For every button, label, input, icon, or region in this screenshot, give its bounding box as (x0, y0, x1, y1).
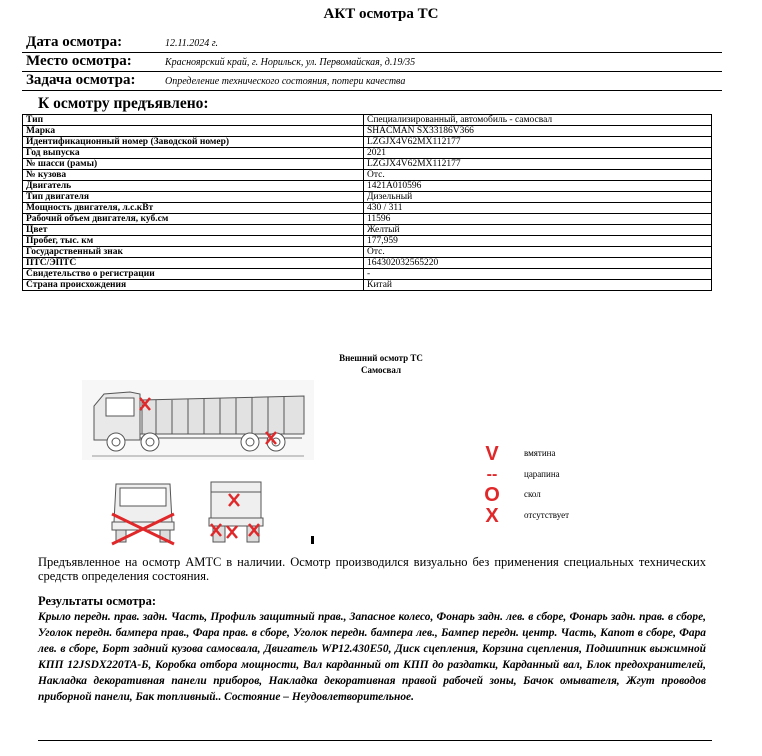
inspection-task-label: Задача осмотра: (26, 72, 136, 88)
spec-key: Государственный знак (23, 247, 364, 258)
spec-key: Тип (23, 115, 364, 126)
spec-key: Цвет (23, 225, 364, 236)
scratch-icon: -- (486, 466, 498, 483)
spec-row (23, 159, 712, 170)
inspection-date-value: 12.11.2024 г. (165, 38, 219, 49)
spec-value: LZGJX4V62MX112177 (364, 159, 712, 170)
spec-row (23, 258, 712, 269)
legend-scratch (482, 465, 612, 485)
legend-missing-label: отсутствует (524, 510, 570, 520)
legend-dent-label: вмятина (524, 448, 556, 458)
spec-key: Год выпуска (23, 148, 364, 159)
spec-key: № кузова (23, 170, 364, 181)
spec-value: SHACMAN SX33186V366 (364, 126, 712, 137)
inspection-place-label: Место осмотра: (26, 53, 132, 69)
vehicle-spec-table (22, 114, 712, 291)
inspection-place-row (22, 53, 722, 72)
bottom-divider (38, 740, 712, 741)
legend-missing (482, 506, 612, 526)
spec-value: 430 / 311 (364, 203, 712, 214)
spec-value: Отс. (364, 170, 712, 181)
document-title: АКТ осмотра ТС (323, 6, 439, 22)
spec-value: Специализированный, автомобиль - самосвал (364, 115, 712, 126)
spec-row (23, 170, 712, 181)
spec-row (23, 280, 712, 291)
inspection-place-value: Красноярский край, г. Норильск, ул. Первомайская, д.19/35 (165, 57, 416, 68)
damage-legend (482, 444, 612, 534)
spec-value: Китай (364, 280, 712, 291)
spec-value: 11596 (364, 214, 712, 225)
spec-key: Двигатель (23, 181, 364, 192)
spec-row (23, 247, 712, 258)
spec-row (23, 236, 712, 247)
spec-value: 2021 (364, 148, 712, 159)
spec-row (23, 192, 712, 203)
results-text: Крыло передн. прав. задн. Часть, Профиль защитный прав., Запасное колесо, Фонарь задн. лев. в сборе, Фонарь задн. прав. в сборе, Уголок передн. бампера прав., Фара прав. в сборе, Уголок передн. бампера лев., Бампер передн. центр. Часть, Капот в сборе, Фара лев. в сборе, Борт задний кузова самосвала, Двигатель WP12.430E50, Диск сцепления, Корзина сцепления, Подшипник выжимной КПП 12JSDX220ТА-Б, Коробка отбора мощности, Вал карданный от КПП до раздатки, Карданный вал, Блок предохранителей, Накладка декоративная панели приборов, Накладка декоративная правой рабочей зоны, Бачок омывателя, Жгут проводов приборной панели, Бак топливный.. Состояние – Неудовлетворительное. (38, 611, 706, 703)
spec-key: Пробег, тыс. км (23, 236, 364, 247)
spec-value: Дизельный (364, 192, 712, 203)
spec-row (23, 115, 712, 126)
truck-side-view (82, 380, 314, 460)
dent-icon: V (485, 443, 499, 465)
exterior-subtitle: Самосвал (361, 365, 401, 375)
exterior-title: Внешний осмотр ТС (339, 353, 423, 363)
spec-value: LZGJX4V62MX112177 (364, 137, 712, 148)
presentation-paragraph: Предъявленное на осмотр АМТС в наличии. Осмотр производился визуально без применения специальных технических средств определения состояния. (38, 555, 706, 583)
presented-heading: К осмотру предъявлено: (38, 95, 209, 112)
legend-chip (482, 485, 612, 505)
legend-chip-label: скол (524, 489, 541, 499)
spec-row (23, 181, 712, 192)
spec-key: Страна происхождения (23, 280, 364, 291)
spec-key: Тип двигателя (23, 192, 364, 203)
spec-value: 177,959 (364, 236, 712, 247)
inspection-task-value: Определение технического состояния, потери качества (165, 76, 406, 87)
inspection-date-label: Дата осмотра: (26, 34, 123, 50)
spec-row (23, 148, 712, 159)
inspection-task-row (22, 72, 722, 91)
legend-scratch-label: царапина (524, 469, 560, 479)
spec-value: 164302032565220 (364, 258, 712, 269)
spec-key: Свидетельство о регистрации (23, 269, 364, 280)
spec-row (23, 214, 712, 225)
truck-front-view (108, 478, 178, 546)
legend-dent (482, 444, 612, 464)
spec-key: Рабочий объем двигателя, куб.см (23, 214, 364, 225)
spec-row (23, 137, 712, 148)
truck-rear-view (205, 478, 267, 546)
spec-row (23, 269, 712, 280)
spec-row (23, 225, 712, 236)
spec-row (23, 126, 712, 137)
spec-key: Марка (23, 126, 364, 137)
spec-value: Желтый (364, 225, 712, 236)
spec-key: ПТС/ЭПТС (23, 258, 364, 269)
inspection-date-row (22, 34, 722, 53)
missing-icon: X (485, 505, 499, 527)
exterior-inspection-heading (0, 352, 762, 376)
spec-row (23, 203, 712, 214)
spec-key: № шасси (рамы) (23, 159, 364, 170)
stray-mark (311, 536, 314, 544)
spec-value: 1421A010596 (364, 181, 712, 192)
results-heading: Результаты осмотра: (38, 594, 156, 608)
chip-icon: O (484, 484, 500, 506)
spec-key: Мощность двигателя, л.с.кВт (23, 203, 364, 214)
spec-value: - (364, 269, 712, 280)
spec-value: Отс. (364, 247, 712, 258)
spec-key: Идентификационный номер (Заводской номер) (23, 137, 364, 148)
